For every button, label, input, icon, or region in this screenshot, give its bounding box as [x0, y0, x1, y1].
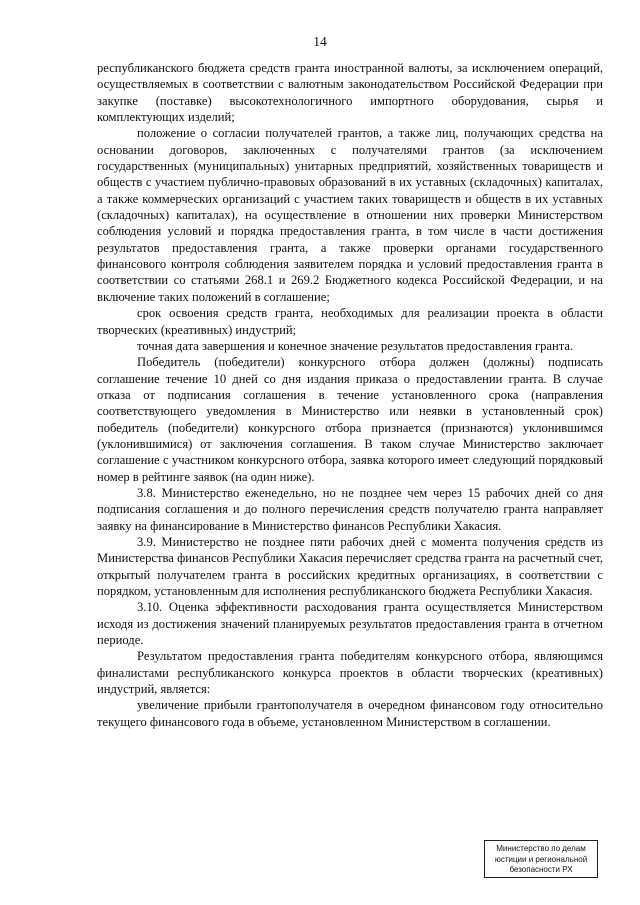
- ministry-stamp: [484, 840, 598, 878]
- paragraph-grant-result: Результатом предоставления гранта победителям конкурсного отбора, являющимся финалистами республиканского конкурса проектов в области творческих (креативных) индустрий, является:: [97, 649, 603, 697]
- paragraph-spending-term: срок освоения средств гранта, необходимых для реализации проекта в области творческих (креативных) индустрий;: [97, 306, 603, 337]
- paragraph-consent-provision: положение о согласии получателей грантов, а также лиц, получающих средства на основании договоров, заключенных с получателями грантов (за исключением государственных (муниципальных) унитарных предприятий, хозяйственных товариществ и обществ с участием публично-правовых образований в их уставных (складочных) капиталах, а также коммерческих организаций с участием таких товариществ и обществ в их уставных (складочных) капиталах), на осуществление в отношении них проверки Министерством соблюдения условий и порядка предоставления гранта, в том числе в части достижения результатов предоставления гранта, а также проверки органами государственного финансового контроля соблюдения заявителем порядка и условий предоставления гранта в соответствии со статьями 268.1 и 269.2 Бюджетного кодекса Российской Федерации, и на включение таких положений в соглашение;: [97, 126, 603, 304]
- paragraph-3-10: 3.10. Оценка эффективности расходования гранта осуществляется Министерством исходя из достижения значений планируемых результатов предоставления гранта в отчетном периоде.: [97, 600, 603, 648]
- page-number: 14: [313, 34, 327, 49]
- paragraph-winner-signing: Победитель (победители) конкурсного отбора должен (должны) подписать соглашение течение 10 дней со дня издания приказа о предоставлении гранта. В случае отказа от подписания соглашения в течение установленного срока (направления соответствующего уведомления в Министерство или неявки в установленный срок) победитель (победители) конкурсного отбора признается (признаются) уклонившимся (уклонившимися) от заключения соглашения. В таком случае Министерство заключает соглашение с участником конкурсного отбора, заявка которого имеет следующий порядковый номер в рейтинге заявок (на один ниже).: [97, 355, 603, 484]
- stamp-line-2: юстиции и региональной: [494, 854, 588, 864]
- paragraph-currency-restriction: республиканского бюджета средств гранта иностранной валюты, за исключением операций, осуществляемых в соответствии с валютным законодательством Российской Федерации при закупке (поставке) высокотехнологичного импортного оборудования, сырья и комплектующих изделий;: [97, 61, 603, 125]
- stamp-line-1: Министерство по делам: [496, 844, 586, 853]
- stamp-line-3: безопасности РХ: [509, 865, 573, 874]
- document-body: [97, 60, 603, 730]
- paragraph-profit-increase: увеличение прибыли грантополучателя в очередном финансовом году относительно текущего финансового года в объеме, установленном Министерством в соглашении.: [97, 698, 603, 729]
- paragraph-completion-date: точная дата завершения и конечное значение результатов предоставления гранта.: [137, 338, 574, 353]
- paragraph-3-9: 3.9. Министерство не позднее пяти рабочих дней с момента получения средств из Министерства финансов Республики Хакасия перечисляет средства гранта на расчетный счет, открытый получателем гранта в российских кредитных организациях, в соответствии с порядком, установленным для исполнения республиканского бюджета Республики Хакасия.: [97, 534, 603, 598]
- paragraph-3-8: 3.8. Министерство еженедельно, но не позднее чем через 15 рабочих дней со дня подписания соглашения и до полного перечисления средств получателю гранта направляет заявку на финансирование в Министерство финансов Республики Хакасия.: [97, 485, 603, 533]
